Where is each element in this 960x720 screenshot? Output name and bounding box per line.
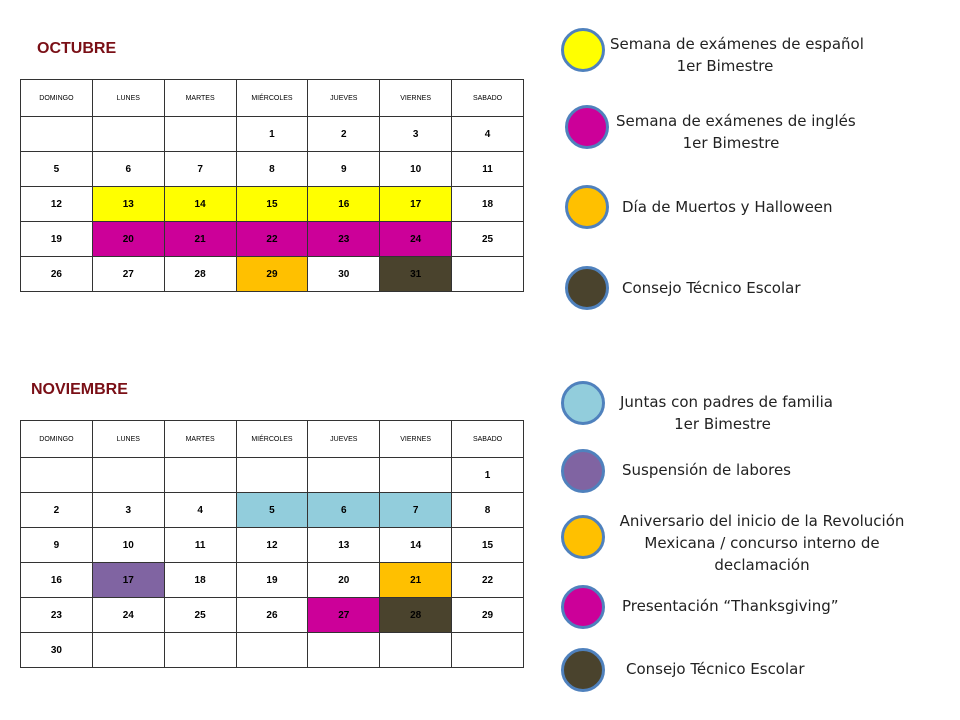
legend-line: Mexicana / concurso interno de (644, 534, 880, 552)
legend-line: declamación (714, 556, 810, 574)
day-cell: 13 (308, 528, 380, 563)
day-cell-thanksgiving: 27 (308, 598, 380, 633)
day-cell: 4 (452, 117, 524, 152)
day-cell-revolution: 21 (380, 563, 452, 598)
weekday-header: VIERNES (380, 80, 452, 117)
day-cell-consejo-tecnico: 28 (380, 598, 452, 633)
day-cell-english-exam: 24 (380, 222, 452, 257)
day-cell: 8 (236, 152, 308, 187)
weekday-header: DOMINGO (21, 80, 93, 117)
day-cell (236, 633, 308, 668)
day-cell (452, 257, 524, 292)
legend-text-suspension (622, 459, 791, 481)
day-cell (92, 633, 164, 668)
november-title: NOVIEMBRE (31, 381, 128, 398)
legend-dot-consejo-tecnico (565, 266, 609, 310)
legend-text-english-exam (616, 110, 856, 154)
day-cell-spanish-exam: 16 (308, 187, 380, 222)
day-cell: 1 (452, 458, 524, 493)
day-cell: 28 (164, 257, 236, 292)
day-cell: 4 (164, 493, 236, 528)
day-cell-spanish-exam: 13 (92, 187, 164, 222)
weekday-header: JUEVES (308, 421, 380, 458)
legend-dot-halloween (565, 185, 609, 229)
legend-dot-consejo-tecnico-nov (561, 648, 605, 692)
legend-dot-thanksgiving (561, 585, 605, 629)
day-cell: 3 (380, 117, 452, 152)
day-cell (308, 633, 380, 668)
day-cell-parent-meeting: 7 (380, 493, 452, 528)
week-row (21, 458, 524, 493)
day-cell-suspension: 17 (92, 563, 164, 598)
day-cell: 26 (236, 598, 308, 633)
day-cell-parent-meeting: 5 (236, 493, 308, 528)
week-row (21, 187, 524, 222)
day-cell (308, 458, 380, 493)
weekday-header-row (21, 421, 524, 458)
legend-text-consejo-tecnico-nov (626, 658, 805, 680)
october-calendar (20, 79, 524, 292)
day-cell: 7 (164, 152, 236, 187)
day-cell-halloween: 29 (236, 257, 308, 292)
week-row (21, 528, 524, 563)
week-row (21, 222, 524, 257)
day-cell: 20 (308, 563, 380, 598)
weekday-header: VIERNES (380, 421, 452, 458)
day-cell: 2 (21, 493, 93, 528)
day-cell: 11 (164, 528, 236, 563)
day-cell (452, 633, 524, 668)
week-row (21, 633, 524, 668)
day-cell: 5 (21, 152, 93, 187)
weekday-header: LUNES (92, 80, 164, 117)
day-cell: 19 (21, 222, 93, 257)
weekday-header: JUEVES (308, 80, 380, 117)
day-cell: 22 (452, 563, 524, 598)
legend-dot-suspension (561, 449, 605, 493)
day-cell: 29 (452, 598, 524, 633)
legend-dot-english-exam (565, 105, 609, 149)
day-cell-english-exam: 20 (92, 222, 164, 257)
day-cell-english-exam: 21 (164, 222, 236, 257)
weekday-header: MIÉRCOLES (236, 80, 308, 117)
legend-text-consejo-tecnico (622, 277, 801, 299)
week-row (21, 152, 524, 187)
day-cell: 16 (21, 563, 93, 598)
day-cell: 9 (308, 152, 380, 187)
weekday-header: MIÉRCOLES (236, 421, 308, 458)
legend-line: Aniversario del inicio de la Revolución (619, 512, 905, 530)
legend-text-halloween (622, 196, 833, 218)
week-row (21, 117, 524, 152)
day-cell: 14 (380, 528, 452, 563)
day-cell: 10 (380, 152, 452, 187)
day-cell-spanish-exam: 17 (380, 187, 452, 222)
legend-dot-parent-meeting (561, 381, 605, 425)
day-cell: 12 (236, 528, 308, 563)
legend-text-spanish-exam (610, 33, 864, 77)
day-cell (164, 633, 236, 668)
day-cell (21, 458, 93, 493)
day-cell (380, 458, 452, 493)
day-cell: 25 (164, 598, 236, 633)
legend-text-revolution (612, 510, 912, 576)
legend-line: Día de Muertos y Halloween (622, 198, 833, 216)
day-cell: 2 (308, 117, 380, 152)
day-cell (164, 117, 236, 152)
day-cell: 30 (21, 633, 93, 668)
day-cell-english-exam: 23 (308, 222, 380, 257)
legend-line: Presentación “Thanksgiving” (622, 597, 839, 615)
day-cell: 3 (92, 493, 164, 528)
weekday-header: SABADO (452, 421, 524, 458)
legend-line: Consejo Técnico Escolar (626, 660, 805, 678)
weekday-header: DOMINGO (21, 421, 93, 458)
day-cell: 23 (21, 598, 93, 633)
legend-line: Juntas con padres de familia (620, 393, 833, 411)
day-cell: 27 (92, 257, 164, 292)
legend-line: 1er Bimestre (674, 415, 771, 433)
day-cell: 24 (92, 598, 164, 633)
legend-line: Consejo Técnico Escolar (622, 279, 801, 297)
day-cell-spanish-exam: 15 (236, 187, 308, 222)
weekday-header: MARTES (164, 421, 236, 458)
weekday-header: LUNES (92, 421, 164, 458)
day-cell: 9 (21, 528, 93, 563)
day-cell: 1 (236, 117, 308, 152)
day-cell (92, 458, 164, 493)
legend-line: Semana de exámenes de inglés (616, 112, 856, 130)
day-cell: 8 (452, 493, 524, 528)
november-calendar (20, 420, 524, 668)
day-cell: 26 (21, 257, 93, 292)
legend-line: Suspensión de labores (622, 461, 791, 479)
day-cell-consejo-tecnico: 31 (380, 257, 452, 292)
weekday-header: SABADO (452, 80, 524, 117)
week-row (21, 563, 524, 598)
week-row (21, 598, 524, 633)
day-cell-english-exam: 22 (236, 222, 308, 257)
day-cell (164, 458, 236, 493)
day-cell (380, 633, 452, 668)
day-cell: 10 (92, 528, 164, 563)
day-cell: 19 (236, 563, 308, 598)
legend-dot-revolution (561, 515, 605, 559)
day-cell (236, 458, 308, 493)
legend-text-thanksgiving (622, 595, 839, 617)
weekday-header-row (21, 80, 524, 117)
day-cell: 15 (452, 528, 524, 563)
legend-line: 1er Bimestre (676, 57, 774, 75)
day-cell: 11 (452, 152, 524, 187)
day-cell: 18 (164, 563, 236, 598)
day-cell: 12 (21, 187, 93, 222)
day-cell-parent-meeting: 6 (308, 493, 380, 528)
weekday-header: MARTES (164, 80, 236, 117)
day-cell-spanish-exam: 14 (164, 187, 236, 222)
legend-line: Semana de exámenes de español (610, 35, 864, 53)
legend-dot-spanish-exam (561, 28, 605, 72)
week-row (21, 257, 524, 292)
day-cell: 18 (452, 187, 524, 222)
day-cell (92, 117, 164, 152)
day-cell: 6 (92, 152, 164, 187)
day-cell: 25 (452, 222, 524, 257)
day-cell: 30 (308, 257, 380, 292)
october-title: OCTUBRE (37, 40, 117, 57)
legend-line: 1er Bimestre (682, 134, 780, 152)
day-cell (21, 117, 93, 152)
week-row (21, 493, 524, 528)
legend-text-parent-meeting (620, 391, 833, 435)
